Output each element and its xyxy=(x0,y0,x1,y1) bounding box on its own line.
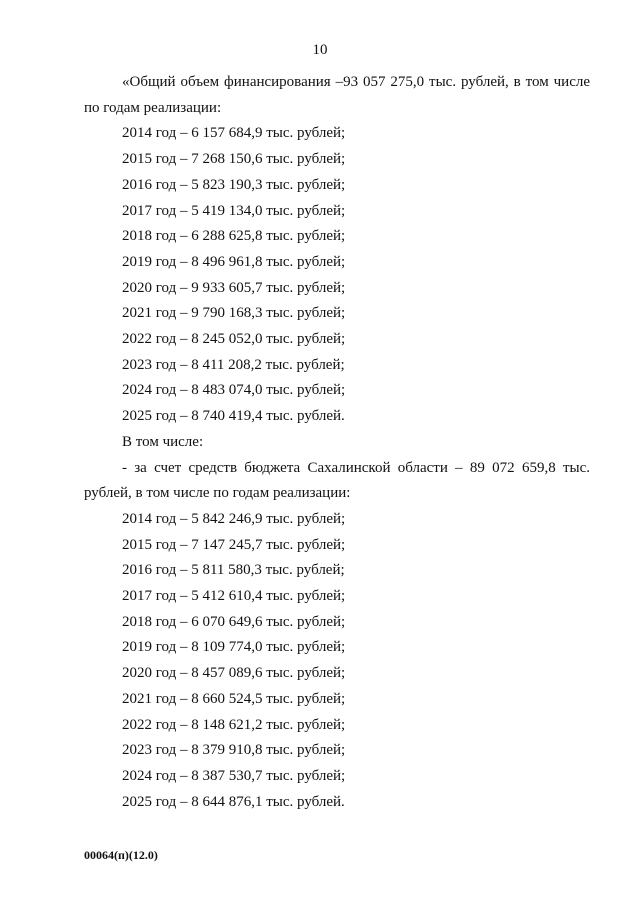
list-item: 2020 год – 8 457 089,6 тыс. рублей; xyxy=(122,665,346,682)
list-item: 2018 год – 6 288 625,8 тыс. рублей; xyxy=(122,228,346,245)
intro-paragraph: «Общий объем финансирования –93 057 275,0 тыс. рублей, в том числе по годам реализации: xyxy=(84,74,590,116)
list-item: 2025 год – 8 644 876,1 тыс. рублей. xyxy=(122,793,345,810)
page-number: 10 xyxy=(312,42,328,58)
list-item: 2022 год – 8 148 621,2 тыс. рублей; xyxy=(122,716,346,733)
list-item: 2025 год – 8 740 419,4 тыс. рублей. xyxy=(122,408,345,425)
list-item: 2021 год – 9 790 168,3 тыс. рублей; xyxy=(122,305,346,322)
list-item: 2019 год – 8 109 774,0 тыс. рублей; xyxy=(122,639,346,656)
list-item: 2024 год – 8 387 530,7 тыс. рублей; xyxy=(122,767,346,784)
regional-funding-by-year-list xyxy=(84,507,590,815)
list-item: 2021 год – 8 660 524,5 тыс. рублей; xyxy=(122,690,346,707)
list-item: 2023 год – 8 411 208,2 тыс. рублей; xyxy=(122,356,345,373)
list-item: 2020 год – 9 933 605,7 тыс. рублей; xyxy=(122,279,346,296)
document-code: 00064(п)(12.0) xyxy=(84,848,158,862)
document-body xyxy=(84,70,590,815)
including-heading: В том числе: xyxy=(122,433,204,450)
list-item: 2016 год – 5 823 190,3 тыс. рублей; xyxy=(122,176,346,193)
list-item: 2024 год – 8 483 074,0 тыс. рублей; xyxy=(122,382,346,399)
list-item: 2023 год – 8 379 910,8 тыс. рублей; xyxy=(122,742,346,759)
list-item: 2018 год – 6 070 649,6 тыс. рублей; xyxy=(122,613,346,630)
list-item: 2014 год – 5 842 246,9 тыс. рублей; xyxy=(122,510,346,527)
list-item: 2022 год – 8 245 052,0 тыс. рублей; xyxy=(122,331,346,348)
list-item: 2014 год – 6 157 684,9 тыс. рублей; xyxy=(122,125,346,142)
regional-budget-paragraph: - за счет средств бюджета Сахалинской области – 89 072 659,8 тыс. рублей, в том числе по годам реализации: xyxy=(84,459,590,502)
list-item: 2017 год – 5 412 610,4 тыс. рублей; xyxy=(122,588,346,605)
list-item: 2015 год – 7 268 150,6 тыс. рублей; xyxy=(122,151,346,168)
list-item: 2019 год – 8 496 961,8 тыс. рублей; xyxy=(122,253,346,270)
list-item: 2017 год – 5 419 134,0 тыс. рублей; xyxy=(122,202,346,219)
list-item: 2015 год – 7 147 245,7 тыс. рублей; xyxy=(122,536,346,553)
list-item: 2016 год – 5 811 580,3 тыс. рублей; xyxy=(122,562,345,579)
total-funding-by-year-list xyxy=(84,121,590,429)
